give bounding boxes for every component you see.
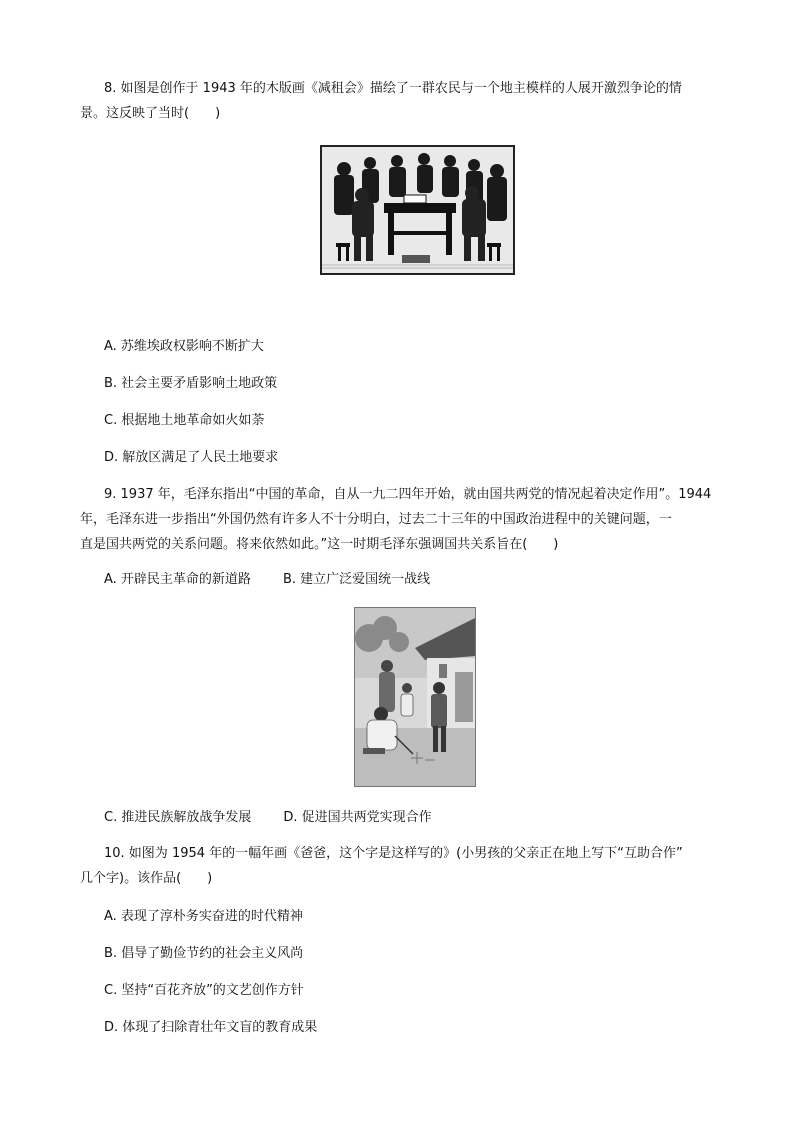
q9-options-cd xyxy=(104,809,432,827)
q9-stem-line-2: 年，毛泽东进一步指出“外国仍然有许多人不十分明白，过去二十三年的中国政治进程中的关键问题，一 xyxy=(80,512,672,527)
q8-option-b: B. 社会主要矛盾影响土地政策 xyxy=(104,376,278,391)
q9-option-a: A. 开辟民主革命的新道路 xyxy=(104,572,251,587)
q9-option-d: D. 促进国共两党实现合作 xyxy=(283,810,432,825)
q8-option-c: C. 根据地土地革命如火如荼 xyxy=(104,413,265,428)
q10-option-b: B. 倡导了勤俭节约的社会主义风尚 xyxy=(104,946,304,961)
q10-new-year-painting-image xyxy=(354,607,476,787)
q9-option-c: C. 推进民族解放战争发展 xyxy=(104,810,252,825)
q9-option-b: B. 建立广泛爱国统一战线 xyxy=(282,572,431,587)
q10-option-a: A. 表现了淳朴务实奋进的时代精神 xyxy=(104,909,303,924)
woodcut-illustration xyxy=(322,147,513,273)
q8-stem-line-1: 8. 如图是创作于 1943 年的木版画《减租会》描绘了一群农民与一个地主模样的人展开激烈争论的情 xyxy=(104,81,682,96)
q10-option-c: C. 坚持“百花齐放”的文艺创作方针 xyxy=(104,983,304,998)
q10-option-d: D. 体现了扫除青壮年文盲的教育成果 xyxy=(104,1020,318,1035)
q8-option-d: D. 解放区满足了人民土地要求 xyxy=(104,450,279,465)
q8-option-a: A. 苏维埃政权影响不断扩大 xyxy=(104,339,264,354)
q10-stem-line-2: 几个字)。该作品( ) xyxy=(80,871,213,886)
q9-stem-line-3: 直是国共两党的关系问题。将来依然如此。”这一时期毛泽东强调国共关系旨在( ) xyxy=(80,537,559,552)
q9-stem-line-1: 9. 1937 年，毛泽东指出“中国的革命，自从一九二四年开始，就由国共两党的情况起着决定作用”。1944 xyxy=(104,487,712,502)
q10-stem-line-1: 10. 如图为 1954 年的一幅年画《爸爸，这个字是这样写的》(小男孩的父亲正在地上写下“互助合作” xyxy=(104,846,683,861)
q9-options-ab xyxy=(104,571,430,589)
new-year-painting-illustration xyxy=(355,608,475,786)
q8-stem-line-2: 景。这反映了当时( ) xyxy=(80,106,221,121)
q8-woodcut-image xyxy=(320,145,515,275)
